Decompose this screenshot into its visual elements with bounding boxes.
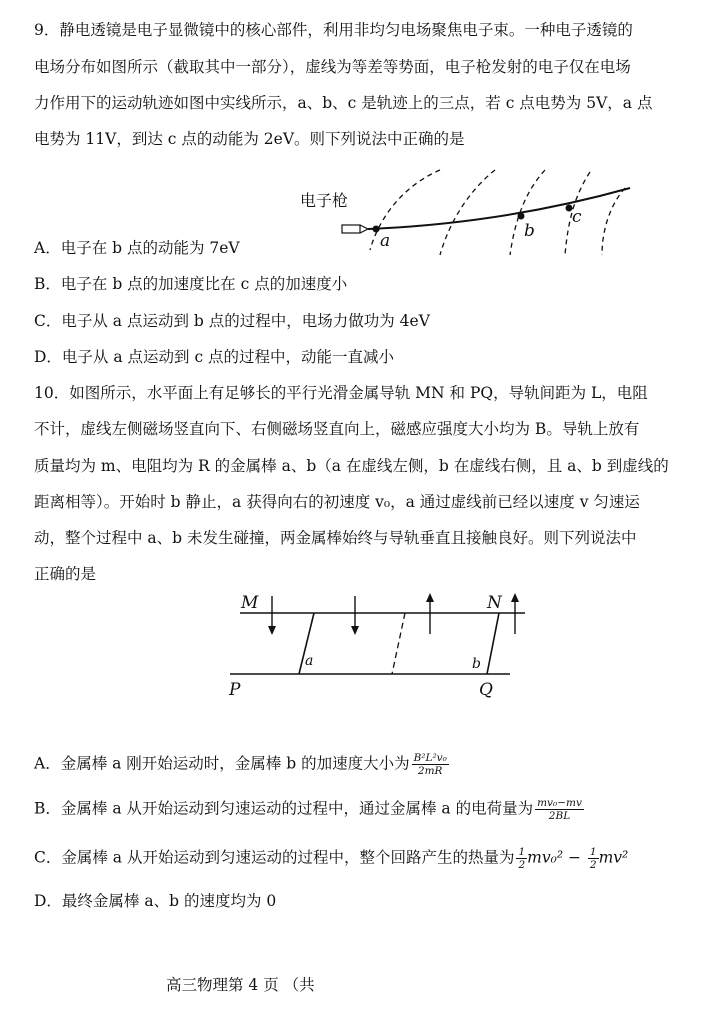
point-a: [373, 226, 380, 233]
q10-line: 10．如图所示，水平面上有足够长的平行光滑金属导轨 MN 和 PQ，导轨间距为 L，电阻: [34, 384, 648, 402]
equipotential-line: [440, 170, 495, 255]
field-boundary: [392, 613, 405, 674]
fraction: $\frac{1}{2}$: [518, 846, 526, 871]
point-c-label: c: [572, 207, 582, 227]
q10-figure: [225, 588, 535, 698]
rod-b-label: b: [472, 656, 481, 672]
label-q: Q: [479, 680, 493, 700]
fraction: $\frac{1}{2}$: [589, 846, 597, 871]
q9-line: 9．静电透镜是电子显微镜中的核心部件，利用非均匀电场聚焦电子束。一种电子透镜的: [34, 21, 633, 39]
q10-line: 正确的是: [34, 565, 97, 583]
q9-option-a: A．电子在 b 点的动能为 7eV: [34, 239, 240, 257]
q9-option-c: C．电子从 a 点运动到 b 点的过程中，电场力做功为 4eV: [34, 312, 430, 330]
q9-line: 电场分布如图所示（截取其中一部分），虚线为等差等势面，电子枪发射的电子仅在电场: [34, 58, 631, 76]
electron-gun-label: 电子枪: [300, 191, 349, 210]
q10-option-a: A．金属棒 a 刚开始运动时，金属棒 b 的加速度大小为 $\frac{\text{B²L²v₀}}{2mR}$: [34, 752, 447, 777]
q10-option-c: C．金属棒 a 从开始运动到匀速运动的过程中，整个回路产生的热量为 $\frac{1}{2}$ mv₀² − $\frac{1}{2}$ mv²: [34, 846, 629, 871]
point-b: [518, 213, 525, 220]
q10-option-b: B．金属棒 a 从开始运动到匀速运动的过程中，通过金属棒 a 的电荷量为 $\frac{\text{mv₀−mv}}{2BL}$: [34, 797, 582, 822]
q9-line: 电势为 11V，到达 c 点的动能为 2eV。则下列说法中正确的是: [34, 130, 465, 148]
label-p: P: [229, 680, 241, 700]
label-n: N: [487, 593, 502, 613]
q9-option-b: B．电子在 b 点的加速度比在 c 点的加速度小: [34, 275, 348, 293]
q9-line: 力作用下的运动轨迹如图中实线所示，a、b、c 是轨迹上的三点，若 c 点电势为 5V，a 点: [34, 94, 653, 112]
point-b-label: b: [524, 221, 535, 241]
rod-a-label: a: [305, 653, 314, 669]
q9-figure: [290, 160, 640, 260]
equipotential-line: [602, 188, 625, 255]
electron-gun: [342, 225, 360, 233]
q10-line: 质量均为 m、电阻均为 R 的金属棒 a、b（a 在虚线左侧，b 在虚线右侧，且 a、b 到虚线的: [34, 457, 669, 475]
point-a-label: a: [380, 231, 391, 251]
q10-line: 距离相等）。开始时 b 静止，a 获得向右的初速度 v₀，a 通过虚线前已经以速度 v 匀速运: [34, 493, 640, 511]
q10-line: 不计，虚线左侧磁场竖直向下、右侧磁场竖直向上，磁感应强度大小均为 B。导轨上放有: [34, 420, 640, 438]
q10-option-d: D．最终金属棒 a、b 的速度均为 0: [34, 892, 277, 910]
label-m: M: [241, 593, 259, 613]
rod-b: [487, 613, 499, 674]
fraction: $\frac{\text{mv₀−mv}}{2BL}$: [537, 797, 582, 822]
fraction: $\frac{\text{B²L²v₀}}{2mR}$: [413, 752, 447, 777]
electron-trajectory: [368, 188, 630, 229]
page-footer: 高三物理第 4 页 （共: [166, 976, 315, 994]
q10-line: 动，整个过程中 a、b 未发生碰撞，两金属棒始终与导轨垂直且接触良好。则下列说法中: [34, 529, 637, 547]
q9-option-d: D．电子从 a 点运动到 c 点的过程中，动能一直减小: [34, 348, 395, 366]
